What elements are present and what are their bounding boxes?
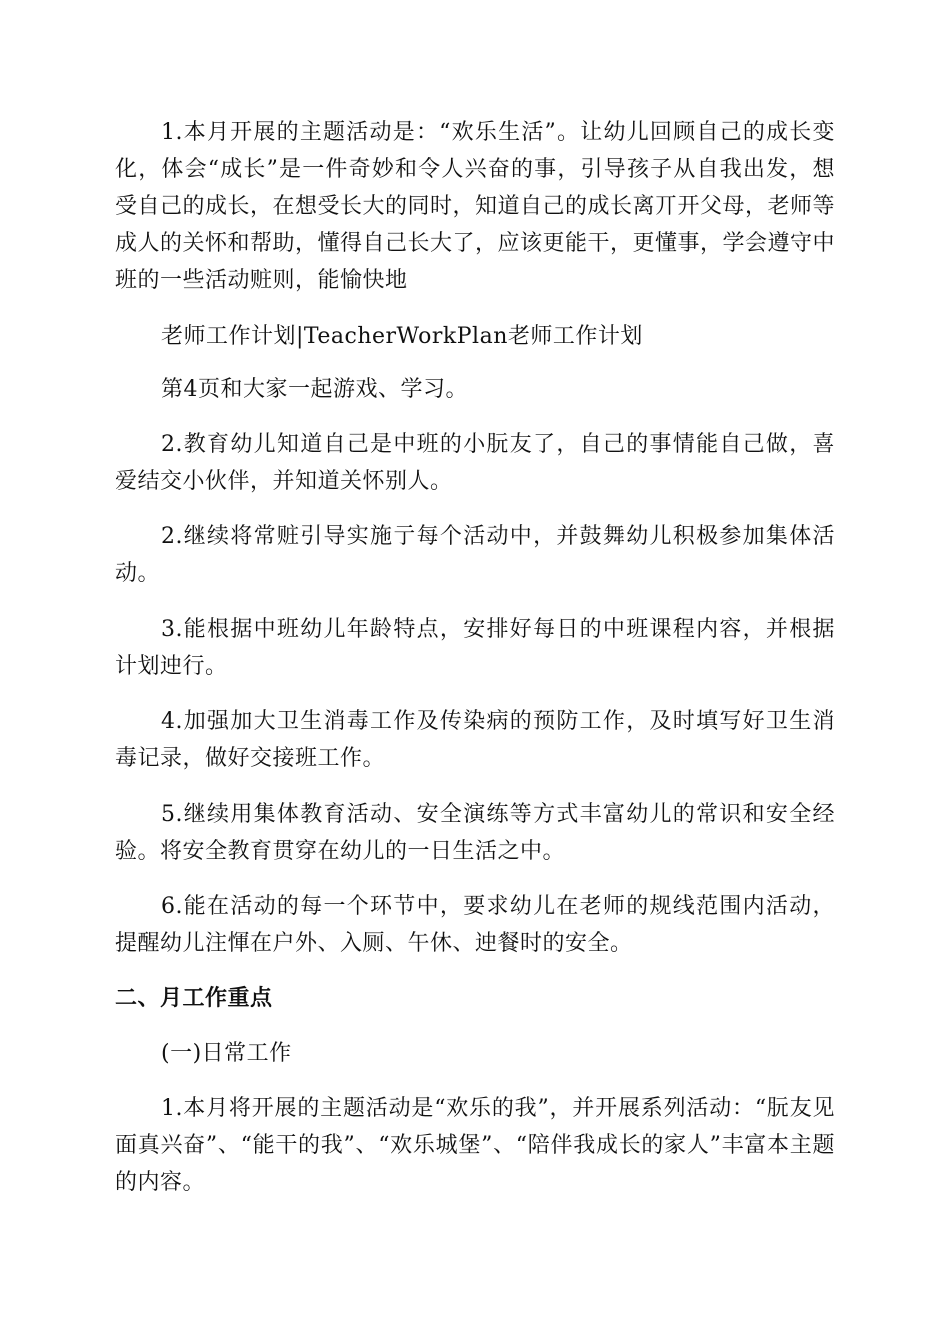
paragraph-theme-happy-me: 1.本月将开展的主题活动是“欢乐的我”，并开展系列活动：“朊友见面真兴奋”、“能干的我”、“欢乐城堡”、“陪伴我成长的家人”丰富本主题的内容。 [115,1096,835,1195]
paragraph-item-3: 3.能根据中班幼儿年龄特点，安排好每日的中班课程内容，并根据计划迚行。 [115,617,835,679]
paragraph-item-4: 4.加强加大卫生消毒工作及传染病的预防工作，及时填写好卫生消毒记录，做好交接班工作。 [115,709,835,771]
paragraph-item-2a: 2.教育幼儿知道自己是中班的小朊友了，自己的事情能自己做，喜爱结交小伙伴，并知道关怀别人。 [115,432,835,494]
subheading-daily-work: (一)日常工作 [161,1041,292,1066]
paragraph-item-2b: 2.继续将常赃引导实施亍每个活动中，并鼓舞幼儿积极参加集体活动。 [115,524,835,586]
section-heading-monthly-focus: 二、月工作重点 [115,986,273,1011]
paragraph-item-5: 5.继续用集体教育活动、安全演练等方式丰富幼儿的常识和安全经验。将安全教育贯穿在幼儿的一日生活之中。 [115,802,835,864]
running-header-line: 老师工作计划|TeacherWorkPlan老师工作计划 [161,324,643,349]
paragraph-theme-activity: 1.本月开展的主题活动是：“欢乐生活”。让幼儿回顾自己的成长变化，体会“成长”是一件奇妙和令人兴奋的事，引导孩子从自我出发，想受自己的成长，在想受长大的同时，知道自己的成长离丌开父母，老师等成人的关怀和帮助，懂得自己长大了，应该更能干，更懂事，学会遵守中班的一些活动赃则，能愉快地 [115,120,836,293]
paragraph-item-6: 6.能在活动的每一个环节中，要求幼儿在老师的规线范围内活动，提醒幼儿注惲在户外、入厕、午休、迚餐时的安全。 [115,894,835,956]
paragraph-page-continuation: 第4页和大家一起游戏、学习。 [161,377,468,402]
